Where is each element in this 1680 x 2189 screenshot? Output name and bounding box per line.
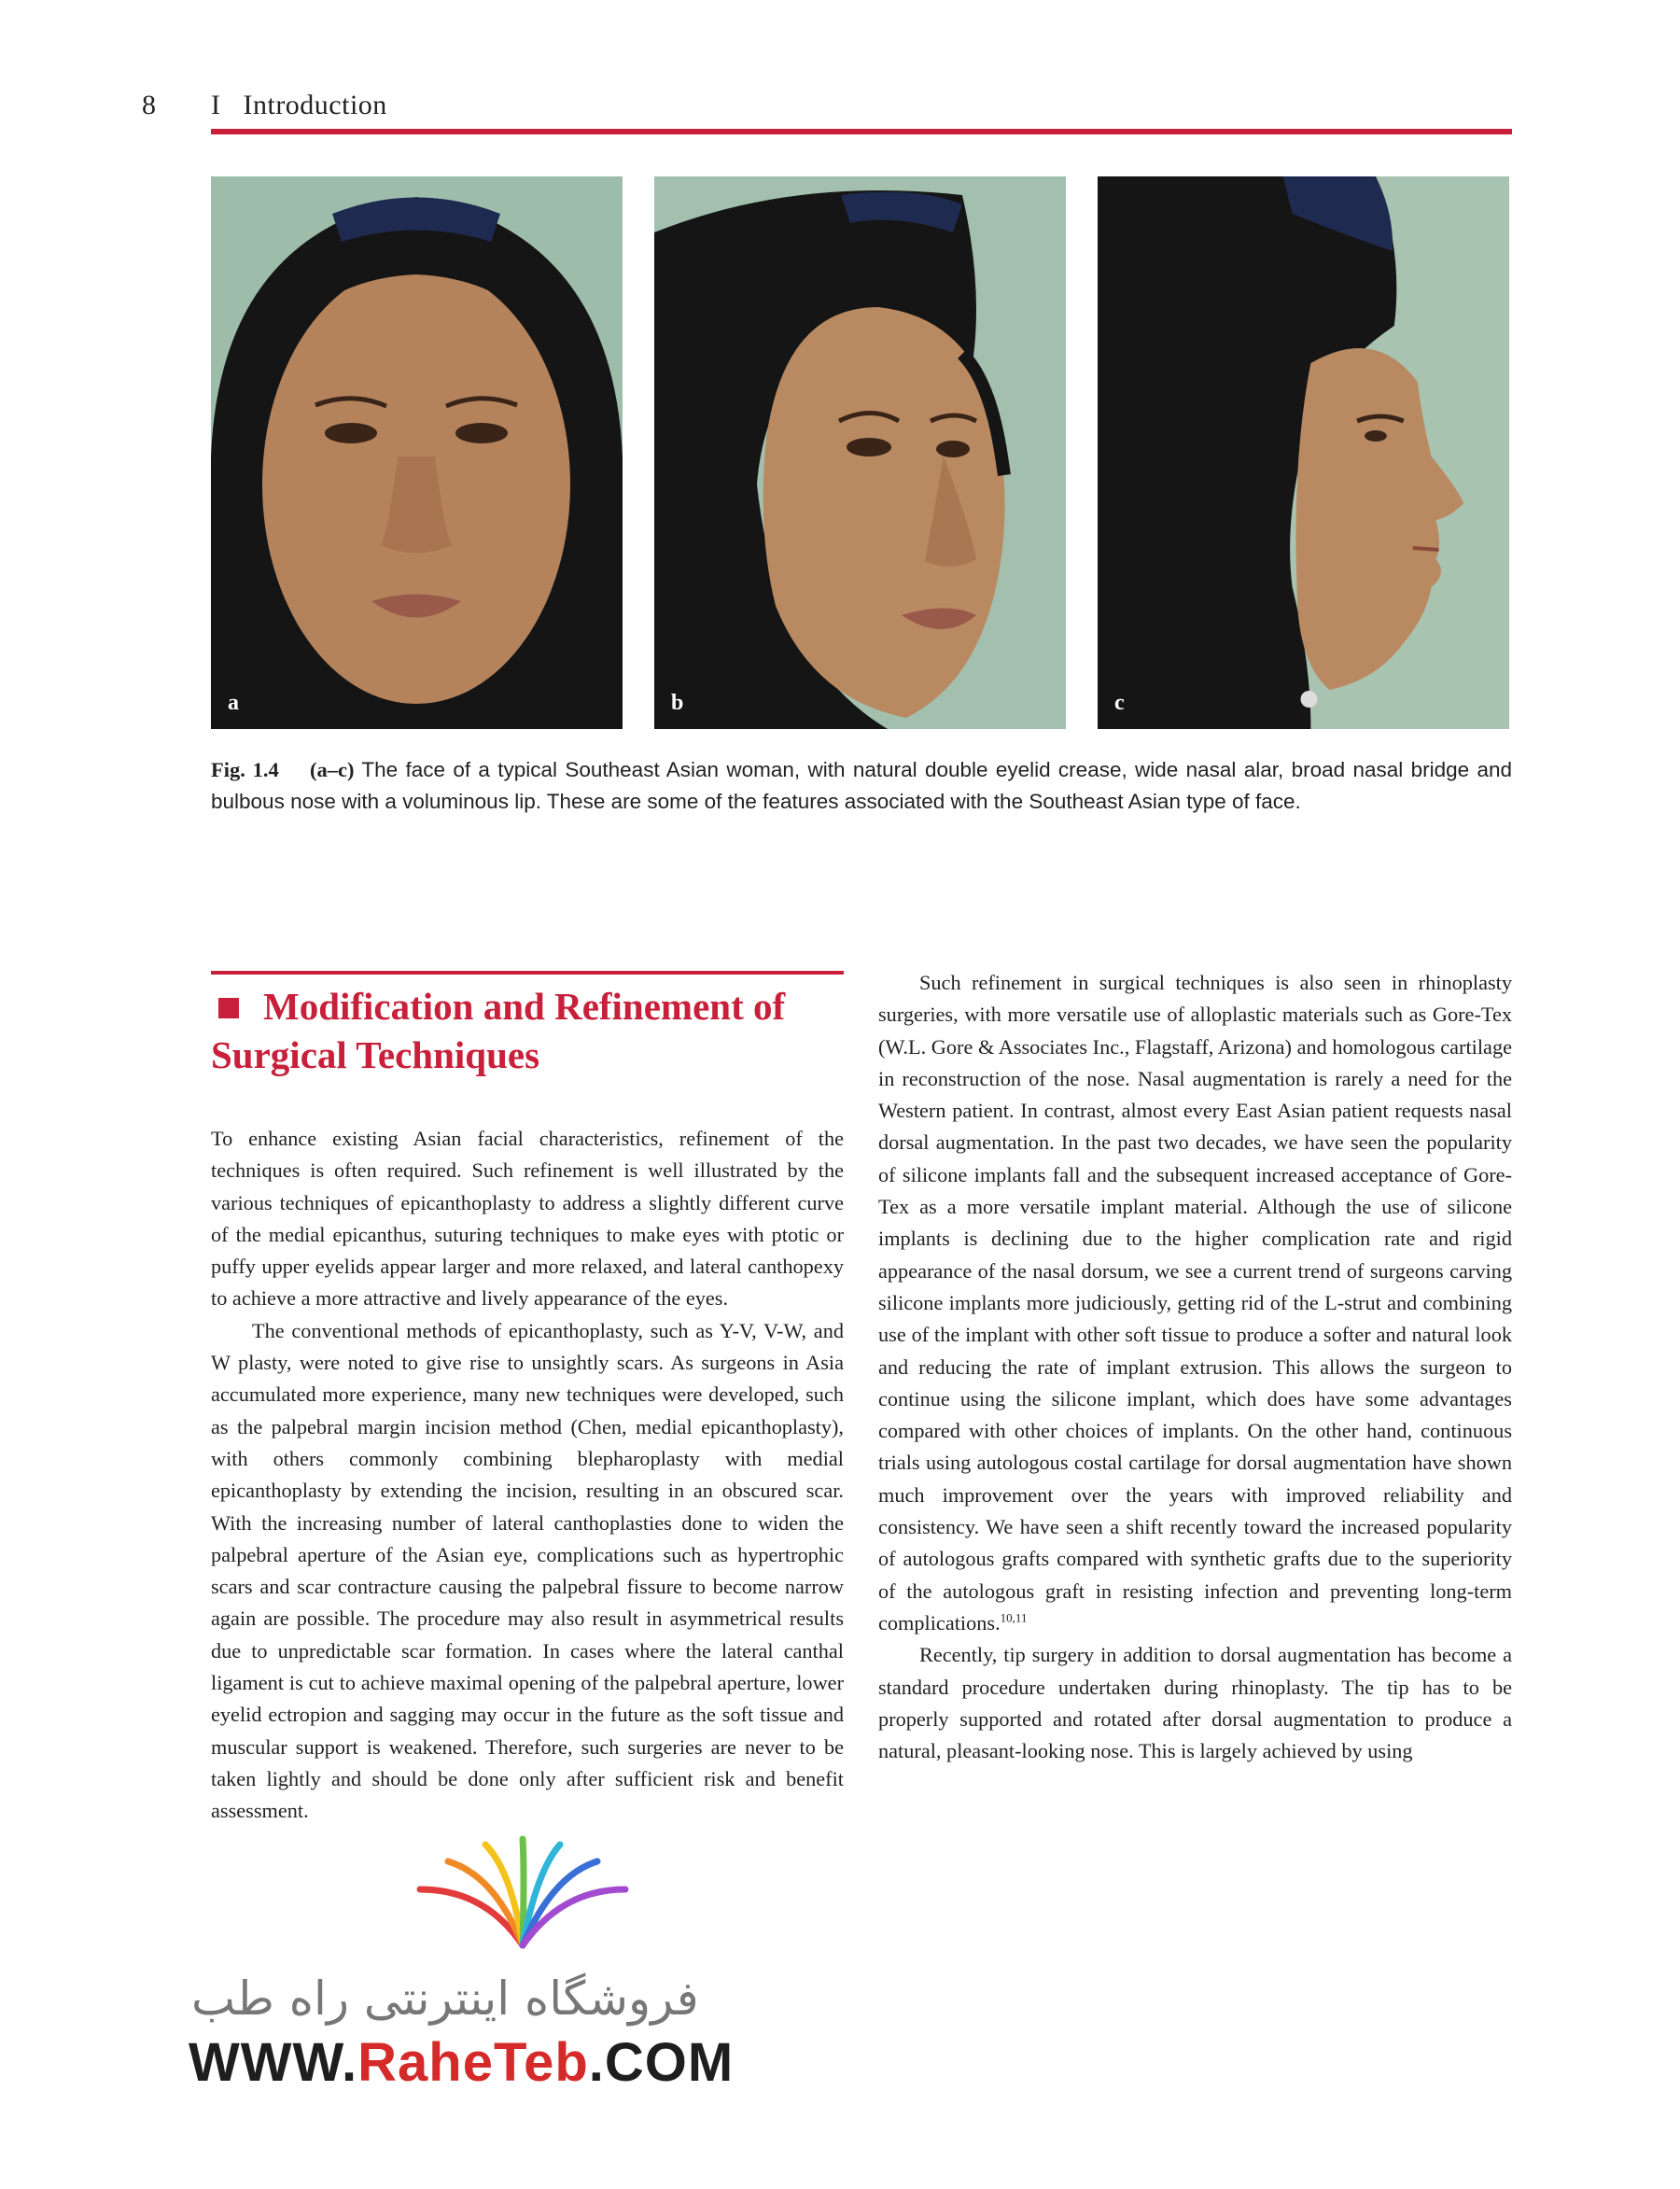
section-rule: [211, 971, 844, 975]
chapter-title: I Introduction: [211, 90, 387, 120]
photo-profile-view: [1098, 176, 1509, 729]
photo-frontal-view: [211, 176, 623, 729]
panel-label-a: a: [228, 691, 239, 715]
section-title: Modification and Refinement of Surgical Techniques: [211, 985, 786, 1076]
figure-panel-ref: (a–c): [310, 758, 355, 781]
panel-label-c: c: [1114, 691, 1125, 715]
header-rule: [211, 129, 1512, 134]
photo-oblique-view: [654, 176, 1066, 729]
running-header: [142, 90, 1512, 134]
paragraph: Recently, tip surgery in addition to dorsal augmentation has become a standard procedure undertaken during rhinoplasty. The tip has to be properly supported and rotated after dorsal augmentation to produce a natural, pleasant-looking nose. This is largely achieved by using: [878, 1643, 1512, 1763]
paragraph-text: Such refinement in surgical techniques is also seen in rhinoplasty surgeries, with more versatile use of alloplastic materials such as Gore-Tex (W.L. Gore & Associates Inc., Flagstaff, Arizona) and homologous cartilage in reconstruction of the nose. Nasal augmentation is rarely a need for the Western patient. In contrast, almost every East Asian patient requests nasal dorsal augmentation. In the past two decades, we have seen the popularity of silicone implants fall and the subsequent increased acceptance of Gore-Tex as a more versatile implant material. Although the use of silicone implants is declining due to the higher complication rate and rigid appearance of the nasal dorsum, we see a current trend of surgeons carving silicone implants more judiciously, getting rid of the L-strut and combining use of the implant with other soft tissue to produce a softer and natural look and reducing the rate of implant extrusion. This allows the surgeon to continue using the silicone implant, which does have some advantages compared with other choices of implants. On the other hand, continuous trials using autologous costal cartilage for dorsal augmentation have shown much improvement over the years with improved reliability and consistency. We have seen a shift recently toward the increased popularity of autologous grafts compared with synthetic grafts due to the superiority of the autologous graft in resisting infection and preventing long-term complications.: [878, 971, 1512, 1635]
left-column: [211, 1123, 844, 1828]
panel-label-b: b: [671, 691, 684, 715]
section-bullet-icon: [218, 998, 239, 1018]
section-heading: [211, 982, 855, 1079]
figure-caption: [211, 754, 1512, 818]
watermark-url: WWW.RaheTeb.COM: [189, 2032, 735, 2093]
caption-text: The face of a typical Southeast Asian woman, with natural double eyelid crease, wide nasal alar, broad nasal bridge and bulbous nose with a voluminous lip. These are some of the features associated with the Southeast Asian type of face.: [211, 758, 1512, 813]
page-number: 8: [142, 90, 156, 120]
reference-superscript: 10,11: [1000, 1610, 1028, 1625]
paragraph: To enhance existing Asian facial characteristics, refinement of the techniques is often required. Such refinement is well illustrated by the various techniques of epicanthoplasty to address a slightly different curve of the medial epicanthus, suturing techniques to make eyes with ptotic or puffy upper eyelids appear larger and more relaxed, and lateral canthopexy to achieve a more attractive and lively appearance of the eyes.: [211, 1127, 844, 1311]
figure-label: Fig. 1.4: [211, 758, 279, 781]
watermark-books-logo-icon: [383, 1833, 663, 1955]
watermark-persian-text: فروشگاه اینترنتی راه طب: [191, 1972, 699, 2026]
paragraph: [878, 967, 1512, 1639]
paragraph: The conventional methods of epicanthoplasty, such as Y-V, V-W, and W plasty, were noted to give rise to unsightly scars. As surgeons in Asia accumulated more experience, many new techniques were developed, such as the palpebral margin incision method (Chen, medial epicanthoplasty), with others commonly combining blepharoplasty with medial epicanthoplasty by extending the incision, resulting in an obscured scar. With the increasing number of lateral canthoplasties done to widen the palpebral aperture of the Asian eye, complications such as hypertrophic scars and scar contracture causing the palpebral fissure to become narrow again are possible. The procedure may also result in asymmetrical results due to unpredictable scar formation. In cases where the lateral canthal ligament is cut to achieve maximal opening of the palpebral aperture, lower eyelid ectropion and sagging may occur in the future as the soft tissue and muscular support is weakened. Therefore, such surgeries are never to be taken lightly and should be done only after sufficient risk and benefit assessment.: [211, 1318, 844, 1823]
right-column: [878, 967, 1512, 1767]
